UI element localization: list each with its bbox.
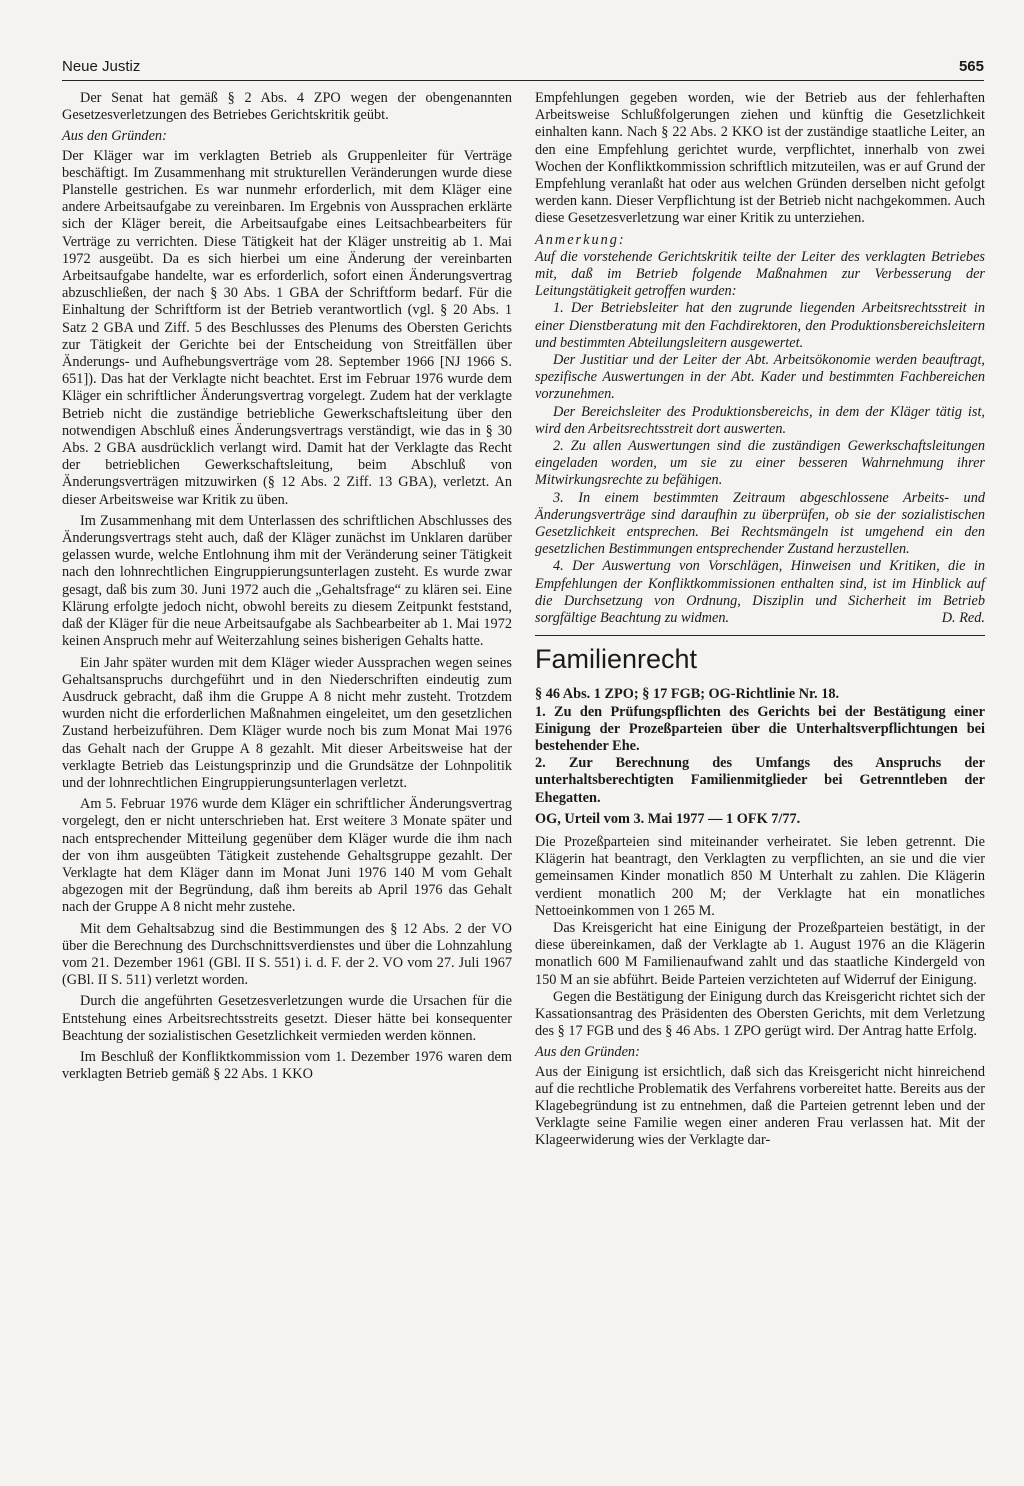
editor-signature: D. Red. [941, 610, 985, 627]
body-paragraph: Im Zusammenhang mit dem Unterlassen des schriftlichen Abschlusses des Änderungsvertrags steht auch, daß der Kläger zunächst im Unklaren darüber gelassen wurde, welche Entlohnung ihm mit der Veränderung seiner Tätigkeit nach den lohnrechtlichen Eingruppierungsunterlagen zusteht. Es wurde zwar gesagt, daß bis zum 30. Juni 1972 auch die „Gehaltsfrage“ zu klären sei. Eine Klärung erfolgte jedoch nicht, obwohl bereits zu diesem Zeitpunkt feststand, daß der Kläger für die neue Arbeitsaufgabe als Sachbearbeiter ab 1. Mai 1972 keinen Anspruch mehr auf Weiterzahlung seines bisherigen Gehalts hatte. [62, 512, 512, 650]
note-last-text: 4. Der Auswertung von Vorschlägen, Hinweisen und Kritiken, die in Empfehlungen der Konfliktkommissionen enthalten sind, ist im Hinblick auf die Durchsetzung von Ordnung, Disziplin und Sicherheit im Betrieb sorgfältige Beachtung zu widmen. [535, 558, 985, 627]
note-item-last [535, 558, 985, 627]
facts-paragraph: Die Prozeßparteien sind miteinander verheiratet. Sie leben getrennt. Die Klägerin hat beantragt, den Verklagten zu verpflichten, an sie und die vier gemeinsamen Kinder monatlich 850 M Unterhalt zu zahlen. Die Klägerin verdient monatlich 200 M; der Verklagte hat ein monatliches Nettoeinkommen von 1 265 M. [535, 833, 985, 919]
note-item: Der Justitiar und der Leiter der Abt. Arbeitsökonomie werden beauftragt, spezifische Auswertungen in der Abt. Kader und bestimmten Fachbereichen vorzunehmen. [535, 352, 985, 403]
running-head [62, 58, 984, 81]
journal-title: Neue Justiz [62, 58, 141, 75]
reasons-heading-2: Aus den Gründen: [535, 1044, 640, 1061]
body-paragraph: Der Kläger war im verklagten Betrieb als Gruppenleiter für Verträge beschäftigt. Im Zusammenhang mit strukturellen Veränderungen wurde diese Planstelle gestrichen. Es war nunmehr erforderlich, mit dem Kläger eine andere Arbeitsaufgabe zu vereinbaren. Im Ergebnis von Aussprachen erklärte sich der Kläger bereit, die Arbeitsaufgabe eines Leitsachbearbeiters für Verträge zu verrichten. Diese Tätigkeit hat der Kläger unstreitig ab 1. Mai 1972 ausgeübt. Da es sich hierbei um eine Änderung der vereinbarten Arbeitsaufgabe handelte, war es erforderlich, sofort einen Änderungsvertrag abzuschließen, der nach § 30 Abs. 1 GBA der Schriftform bedarf. Für die Einhaltung der Schriftform ist der Betrieb verantwortlich (vgl. § 20 Abs. 1 Satz 2 GBA und Ziff. 5 des Beschlusses des Plenums des Obersten Gerichts zur Tätigkeit der Gerichte bei der Entscheidung von Streitfällen über Änderungs- und Aufhebungsverträge vom 28. September 1966 [NJ 1966 S. 651]). Das hat der Verklagte nicht beachtet. Erst im Februar 1976 wurde dem Kläger ein schriftlicher Änderungsvertrag vorgelegt. Zudem hat der verklagte Betrieb nicht die zuständige betriebliche Gewerkschaftsleitung über den notwendigen Abschluß eines Änderungsvertrags verständigt, wie das in § 30 Abs. 2 GBA ausdrücklich verlangt wird. Damit hat der Verklagte das Recht der betrieblichen Gewerkschaftsleitung, beim Abschluß von Änderungsverträgen mitzuwirken (§ 12 Abs. 2 Ziff. 13 GBA), verletzt. An dieser Arbeitsweise war Kritik zu üben. [62, 147, 512, 508]
body-paragraph: Mit dem Gehaltsabzug sind die Bestimmungen des § 12 Abs. 2 der VO über die Berechnung des Durchschnittsverdienstes und über die Lohnzahlung vom 21. Dezember 1961 (GBl. II S. 551) i. d. F. der 2. VO vom 27. Juli 1967 (GBl. II S. 511) verletzt worden. [62, 920, 512, 989]
section-title: Familienrecht [535, 644, 698, 675]
left-column [62, 90, 512, 1083]
note-item: 2. Zu allen Auswertungen sind die zuständigen Gewerkschaftsleitungen eingeladen worden, um sie zu einer besseren Wahrnehmung ihrer Mitwirkungsrechte zu befähigen. [535, 438, 985, 489]
decision-reference: OG, Urteil vom 3. Mai 1977 — 1 OFK 7/77. [535, 810, 801, 827]
headnote-point: 1. Zu den Prüfungspflichten des Gerichts bei der Bestätigung einer Einigung der Prozeßparteien über die Unterhaltsverpflichtungen bei bestehender Ehe. [535, 703, 985, 754]
continuation-paragraph: Empfehlungen gegeben worden, wie der Betrieb aus der fehlerhaften Arbeitsweise Schlußfolgerungen ziehen und künftig die Gesetzlichkeit einhalten kann. Nach § 22 Abs. 2 KKO ist der zuständige staatliche Leiter, an den eine Empfehlung gerichtet wurde, verpflichtet, innerhalb von zwei Wochen der Konfliktkommission schriftlich mitzuteilen, was er auf Grund der Empfehlung veranlaßt hat oder aus welchen Gründen derselben nicht gefolgt werden kann. Dieser Verpflichtung ist der Betrieb nicht nachgekommen. Auch diese Gesetzesverletzung war einer Kritik zu unterziehen. [535, 90, 985, 227]
reasons-paragraph: Aus der Einigung ist ersichtlich, daß sich das Kreisgericht nicht hinreichend auf die rechtliche Problematik des Verfahrens vorbereitet hatte. Bereits aus der Klagebegründung ist zu entnehmen, daß die Parteien getrennt leben und der Verklagte seine Familie wegen einer anderen Frau verlassen hat. Mit der Klageerwiderung wies der Verklagte dar- [535, 1063, 985, 1149]
intro-paragraph: Der Senat hat gemäß § 2 Abs. 4 ZPO wegen der obengenannten Gesetzesverletzungen des Betriebes Gerichtskritik geübt. [62, 90, 512, 124]
facts-paragraph: Gegen die Bestätigung der Einigung durch das Kreisgericht richtet sich der Kassationsantrag des Präsidenten des Obersten Gerichts, mit dem Verletzung des § 17 FGB und des § 46 Abs. 1 ZPO gerügt wird. Der Antrag hatte Erfolg. [535, 988, 985, 1040]
note-intro: Auf die vorstehende Gerichtskritik teilte der Leiter des verklagten Betriebes mit, daß im Betrieb folgende Maßnahmen zur Verbesserung der Leitungstätigkeit getroffen wurden: [535, 248, 985, 300]
right-column [535, 90, 985, 1150]
page-number: 565 [958, 58, 984, 75]
note-heading: Anmerkung: [535, 231, 626, 248]
section-rule [535, 635, 985, 636]
headnote-point: 2. Zur Berechnung des Umfangs des Anspruchs der unterhaltsberechtigten Familienmitglieder bei Getrenntleben der Ehegatten. [535, 755, 985, 806]
body-paragraph: Im Beschluß der Konfliktkommission vom 1. Dezember 1976 waren dem verklagten Betrieb gemäß § 22 Abs. 1 KKO [62, 1048, 512, 1083]
reasons-heading: Aus den Gründen: [62, 128, 167, 145]
headnote-reference: § 46 Abs. 1 ZPO; § 17 FGB; OG-Richtlinie Nr. 18. [535, 686, 840, 703]
note-item: Der Bereichsleiter des Produktionsbereichs, in dem der Kläger tätig ist, wird den Arbeitsrechtsstreit dort auswerten. [535, 403, 985, 437]
body-paragraph: Am 5. Februar 1976 wurde dem Kläger ein schriftlicher Änderungsvertrag vorgelegt, den er nicht unterschrieben hat. Erst weitere 3 Monate später und nach entsprechender Mitteilung gegenüber dem Kläger wurde die ihm nach der von ihm ausgeübten Tätigkeit zustehende Gehaltsgruppe gezahlt. Der Verklagte hat dem Kläger dann im Monat Juni 1976 140 M vom Gehalt abgezogen mit der Begründung, daß ihm bereits ab April 1976 das Gehalt nach der Gruppe A 8 nicht mehr zustehe. [62, 796, 512, 916]
note-item: 3. In einem bestimmten Zeitraum abgeschlossene Arbeits- und Änderungsverträge sind daraufhin zu überprüfen, ob sie der sozialistischen Gesetzlichkeit entsprechen. Bei Rechtsmängeln ist umgehend ein den gesetzlichen Bestimmungen entsprechender Zustand herzustellen. [535, 489, 985, 558]
body-paragraph: Durch die angeführten Gesetzesverletzungen wurde die Ursachen für die Entstehung eines Arbeitsrechtsstreits gesetzt. Dieser hätte bei konsequenter Beachtung der sozialistischen Gesetzlichkeit vermieden werden können. [62, 993, 512, 1044]
body-paragraph: Ein Jahr später wurden mit dem Kläger wieder Aussprachen wegen seines Gehaltsanspruchs durchgeführt und in den Niederschriften eindeutig zum Ausdruck gebracht, daß ihm die Gruppe A 8 nicht mehr zusteht. Trotzdem wurden nicht die erforderlichen Maßnahmen eingeleitet, um den gesetzlichen Zustand herbeizuführen. Dem Kläger wurde noch bis zum Monat Mai 1976 das Gehalt nach der Gruppe A 8 gezahlt. Mit dieser Arbeitsweise hat der verklagte Betrieb das Leistungsprinzip und die Grundsätze der Lohnpolitik und der lohnrechtlichen Eingruppierungsunterlagen verletzt. [62, 654, 512, 791]
facts-paragraph: Das Kreisgericht hat eine Einigung der Prozeßparteien bestätigt, in der diese übereinkamen, daß der Verklagte ab 1. August 1976 an die Klägerin monatlich 600 M Familienaufwand zahlt und das staatliche Kindergeld von 150 M an sie abführt. Beide Parteien verzichteten auf Widerruf der Einigung. [535, 919, 985, 988]
note-item: 1. Der Betriebsleiter hat den zugrunde liegenden Arbeitsrechtsstreit in einer Dienstberatung mit den Fachdirektoren, den Produktionsbereichsleitern und bestimmten Abteilungsleitern ausgewertet. [535, 300, 985, 351]
